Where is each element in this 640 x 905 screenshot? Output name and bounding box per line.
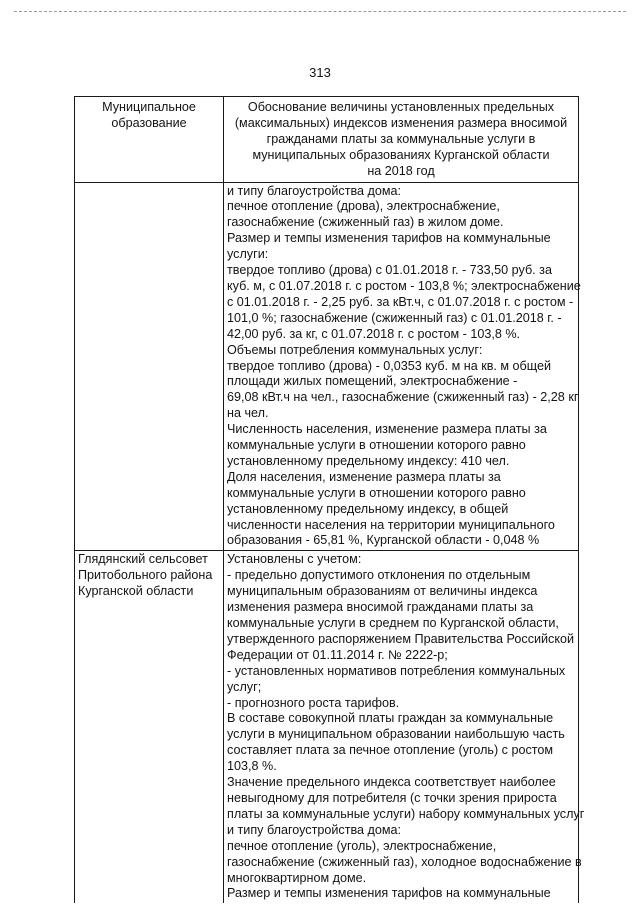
text-line: Размер и темпы изменения тарифов на коммунальные — [227, 231, 551, 246]
text-line: установленному предельному индексу, в общей — [227, 501, 509, 516]
text-line: Федерации от 01.11.2014 г. № 2222-р; — [227, 647, 448, 662]
text-line: составляет плата за печное отопление (уголь) с ростом — [227, 743, 554, 758]
text-line: на чел. — [227, 406, 269, 421]
text-line: коммунальные услуги в среднем по Курганской области, — [227, 616, 559, 630]
text-line: Объемы потребления коммунальных услуг: — [227, 342, 483, 357]
text-line: коммунальные услуги в отношении которого равно — [227, 485, 526, 500]
text-line: образование — [111, 115, 187, 130]
text-line: (максимальных) индексов изменения размера вносимой — [234, 115, 568, 130]
scan-top-edge — [14, 11, 626, 12]
text-line: - прогнозного роста тарифов. — [227, 695, 400, 710]
text-line: Установлены с учетом: — [227, 552, 362, 567]
text-line: Размер и темпы изменения тарифов на коммунальные — [227, 886, 551, 901]
text-line: платы за коммунальные услуги) набору коммунальных услуг — [227, 806, 585, 821]
text-line: невыгодному для потребителя (с точки зрения прироста — [227, 790, 557, 805]
text-line: Обоснование величины установленных предельных — [247, 100, 555, 114]
cell-justification — [224, 551, 585, 903]
text-line: многоквартирном доме. — [227, 870, 367, 885]
text-line: твердое топливо (дрова) с 01.01.2018 г. - 733,50 руб. за — [227, 263, 552, 278]
text-line: численности населения на территории муниципального — [227, 517, 555, 532]
text-line: на 2018 год — [367, 163, 435, 178]
text-line: изменения размера вносимой гражданами платы за — [227, 600, 534, 615]
text-line: образования - 65,81 %, Курганской области - 0,048 % — [227, 533, 540, 548]
text-line: Доля населения, изменение размера платы за — [227, 469, 501, 484]
cell-municipality — [75, 182, 224, 551]
text-line: газоснабжение (сжиженный газ), холодное водоснабжение в — [227, 854, 582, 869]
table-row — [75, 182, 579, 551]
text-line: куб. м, с 01.07.2018 г. с ростом - 103,8 %; электроснабжение — [227, 278, 581, 293]
text-line: Притобольного района — [78, 568, 213, 583]
text-line: площади жилых помещений, электроснабжение - — [227, 374, 518, 389]
header-justification — [224, 97, 579, 183]
header-municipality — [75, 97, 224, 183]
text-line: и типу благоустройства дома: — [227, 822, 402, 837]
text-line: муниципальным образованиям от величины индекса — [227, 584, 538, 599]
text-line: услуги: — [227, 247, 269, 262]
text-line: услуги в муниципальном образовании наибольшую часть — [227, 727, 565, 742]
text-line: услуг; — [227, 679, 262, 694]
text-line: газоснабжение (сжиженный газ) в жилом доме. — [227, 215, 504, 230]
text-line: Численность населения, изменение размера платы за — [227, 422, 547, 437]
justification-table — [74, 96, 585, 903]
cell-municipality — [75, 551, 224, 903]
text-line: печное отопление (уголь), электроснабжение, — [227, 838, 497, 853]
text-line: с 01.01.2018 г. - 2,25 руб. за кВт.ч, с 01.07.2018 г. с ростом - — [227, 294, 574, 309]
text-line: Значение предельного индекса соответствует наиболее — [227, 775, 556, 790]
text-line: муниципальных образованиях Курганской области — [252, 147, 550, 162]
text-line: - предельно допустимого отклонения по отдельным — [227, 568, 531, 583]
page-number: 313 — [309, 65, 331, 80]
text-line: Муниципальное — [102, 100, 196, 114]
table-header-row — [75, 97, 579, 183]
text-line: Курганской области — [78, 584, 194, 599]
text-line: и типу благоустройства дома: — [227, 183, 402, 198]
text-line: установленному предельному индексу: 410 чел. — [227, 453, 510, 468]
text-line: печное отопление (дрова), электроснабжение, — [227, 199, 500, 214]
text-line: В составе совокупной платы граждан за коммунальные — [227, 711, 554, 726]
text-line: твердое топливо (дрова) - 0,0353 куб. м на кв. м общей — [227, 358, 552, 373]
text-line: 69,08 кВт.ч на чел., газоснабжение (сжиженный газ) - 2,28 кг — [227, 390, 579, 405]
table-row — [75, 551, 579, 903]
text-line: утвержденного распоряжением Правительства Российской — [227, 631, 575, 646]
text-line: 103,8 %. — [227, 759, 277, 774]
text-line: коммунальные услуги в отношении которого равно — [227, 438, 526, 453]
text-line: гражданами платы за коммунальные услуги в — [266, 131, 536, 146]
text-line: 101,0 %; газоснабжение (сжиженный газ) с 01.01.2018 г. - — [227, 310, 562, 325]
text-line: Глядянский сельсовет — [78, 552, 208, 567]
text-line: - установленных нормативов потребления коммунальных — [227, 663, 566, 678]
cell-justification — [224, 182, 579, 551]
text-line: 42,00 руб. за кг, с 01.07.2018 г. с ростом - 103,8 %. — [227, 326, 521, 341]
